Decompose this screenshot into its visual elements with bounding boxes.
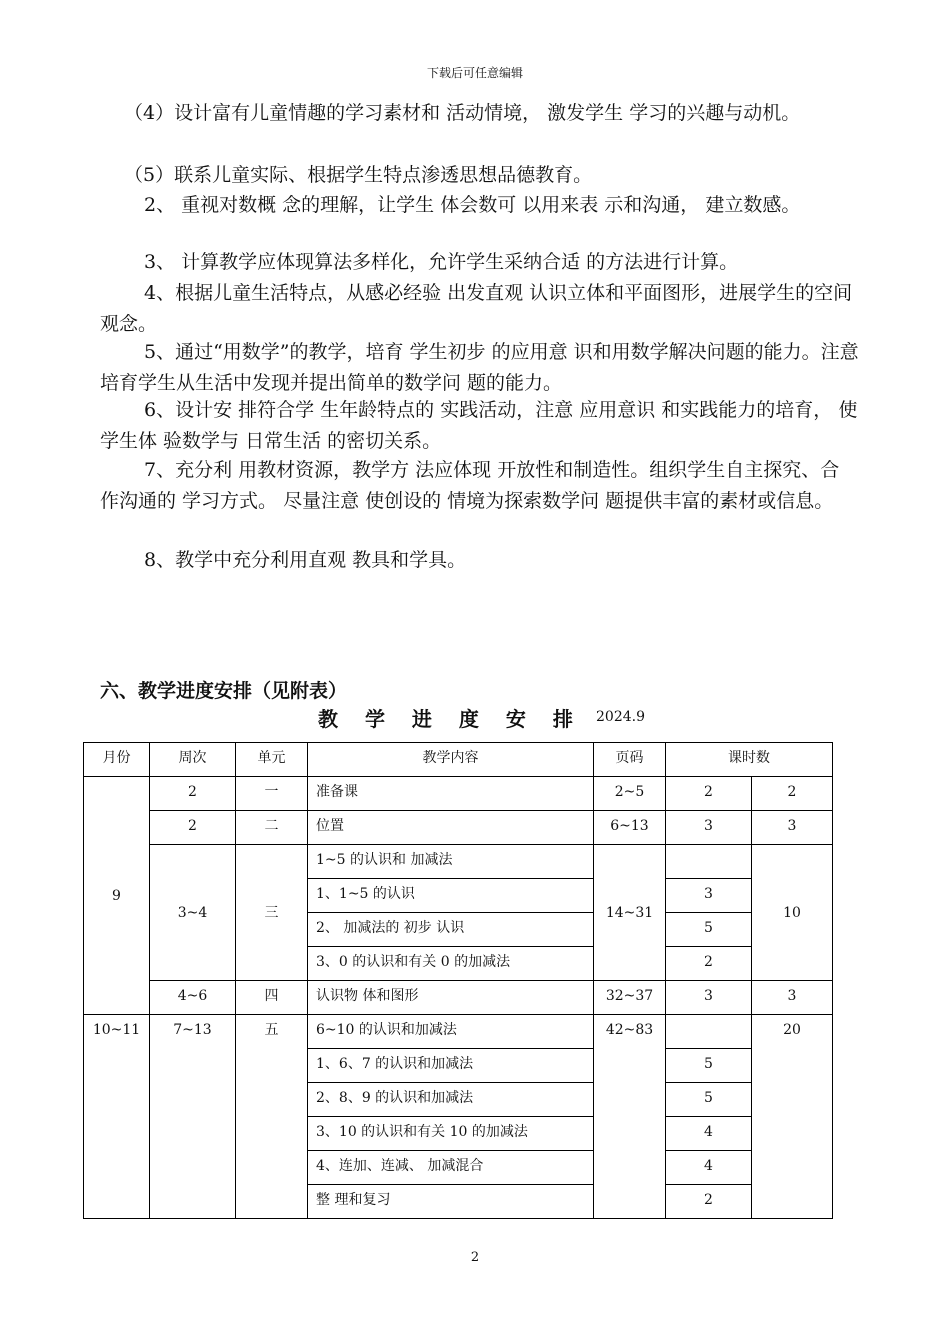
download-note: 下载后可任意编辑: [426, 66, 523, 80]
header-week: 周次: [150, 743, 236, 777]
paragraph-applying-math: 5、通过“用数学”的教学，培育 学生初步 的应用意 识和用数学解决问题的能力。注意培育学生从生活中发现并提出简单的数学问 题的能力。: [100, 341, 859, 394]
unit-cell: 二: [236, 811, 308, 845]
content-cell: 位置: [308, 811, 594, 845]
content-cell: 1、6、7 的认识和加减法: [308, 1049, 594, 1083]
page-cell: 6~13: [594, 811, 666, 845]
page-cell: 32~37: [594, 981, 666, 1015]
table-row: [84, 1015, 833, 1049]
content-cell: 准备课: [308, 777, 594, 811]
hours-cell: 5: [666, 1083, 752, 1117]
paragraph-5-moral: （5）联系儿童实际、根据学生特点渗透思想品德教育。: [124, 164, 593, 186]
week-cell: 3~4: [150, 845, 236, 981]
paragraph-calculation: 3、 计算教学应体现算法多样化，允许学生采纳合适 的方法进行计算。: [144, 251, 739, 273]
week-cell: 2: [150, 811, 236, 845]
header-month: 月份: [84, 743, 150, 777]
hours-total-cell: 10: [752, 845, 833, 981]
month-cell: 9: [84, 777, 150, 1015]
header-content: 教学内容: [308, 743, 594, 777]
content-cell: 认识物 体和图形: [308, 981, 594, 1015]
table-date: 2024.9: [596, 709, 645, 725]
page-cell: 42~83: [594, 1015, 666, 1219]
unit-cell: 一: [236, 777, 308, 811]
hours-cell: 3: [666, 879, 752, 913]
hours-cell: 5: [666, 913, 752, 947]
hours-total-cell: 2: [752, 777, 833, 811]
paragraph-4-design: （4）设计富有儿童情趣的学习素材和 活动情境， 激发学生 学习的兴趣与动机。: [124, 102, 801, 124]
hours-cell: 5: [666, 1049, 752, 1083]
hours-cell: 2: [666, 1185, 752, 1219]
week-cell: 4~6: [150, 981, 236, 1015]
hours-total-cell: 3: [752, 981, 833, 1015]
content-cell: 6~10 的认识和加减法: [308, 1015, 594, 1049]
header-unit: 单元: [236, 743, 308, 777]
hours-cell: [666, 845, 752, 879]
paragraph-resources: 7、充分利 用教材资源，教学方 法应体现 开放性和制造性。组织学生自主探究、合 作沟通的 学习方式。 尽量注意 使创设的 情境为探索数学问 题提供丰富的素材或信息。: [100, 459, 840, 512]
content-cell: 1~5 的认识和 加减法: [308, 845, 594, 879]
page-cell: 14~31: [594, 845, 666, 981]
month-cell: 10~11: [84, 1015, 150, 1219]
hours-cell: 3: [666, 811, 752, 845]
hours-cell: 2: [666, 777, 752, 811]
content-cell: 整 理和复习: [308, 1185, 594, 1219]
content-cell: 2、 加减法的 初步 认识: [308, 913, 594, 947]
table-header-row: [84, 743, 833, 777]
section-title: 六、教学进度安排（见附表）: [100, 680, 348, 702]
unit-cell: 五: [236, 1015, 308, 1219]
hours-cell: 4: [666, 1151, 752, 1185]
hours-total-cell: 20: [752, 1015, 833, 1219]
hours-total-cell: 3: [752, 811, 833, 845]
header-page: 页码: [594, 743, 666, 777]
hours-cell: 4: [666, 1117, 752, 1151]
content-cell: 2、8、9 的认识和加减法: [308, 1083, 594, 1117]
hours-cell: [666, 1015, 752, 1049]
paragraph-teaching-aids: 8、教学中充分利用直观 教具和学具。: [144, 549, 467, 571]
content-cell: 3、10 的认识和有关 10 的加减法: [308, 1117, 594, 1151]
table-row: [84, 777, 833, 811]
content-cell: 1、1~5 的认识: [308, 879, 594, 913]
table-row: [84, 811, 833, 845]
table-row: [84, 981, 833, 1015]
paragraph-number-sense: 2、 重视对数概 念的理解，让学生 体会数可 以用来表 示和沟通， 建立数感。: [144, 194, 801, 216]
paragraph-geometry: 4、根据儿童生活特点，从感必经验 出发直观 认识立体和平面图形，进展学生的空间观念。: [100, 282, 853, 335]
unit-cell: 三: [236, 845, 308, 981]
table-title: 教 学 进 度 安 排: [318, 707, 583, 731]
content-cell: 3、0 的认识和有关 0 的加减法: [308, 947, 594, 981]
hours-cell: 2: [666, 947, 752, 981]
hours-cell: 3: [666, 981, 752, 1015]
schedule-table: [83, 742, 833, 1219]
paragraph-practice: 6、设计安 排符合学 生年龄特点的 实践活动，注意 应用意识 和实践能力的培育， 使学生体 验数学与 日常生活 的密切关系。: [100, 399, 858, 452]
week-cell: 7~13: [150, 1015, 236, 1219]
page-number: 2: [470, 1250, 480, 1265]
header-hours: 课时数: [666, 743, 833, 777]
unit-cell: 四: [236, 981, 308, 1015]
table-row: [84, 845, 833, 879]
page-cell: 2~5: [594, 777, 666, 811]
week-cell: 2: [150, 777, 236, 811]
content-cell: 4、连加、连减、 加减混合: [308, 1151, 594, 1185]
